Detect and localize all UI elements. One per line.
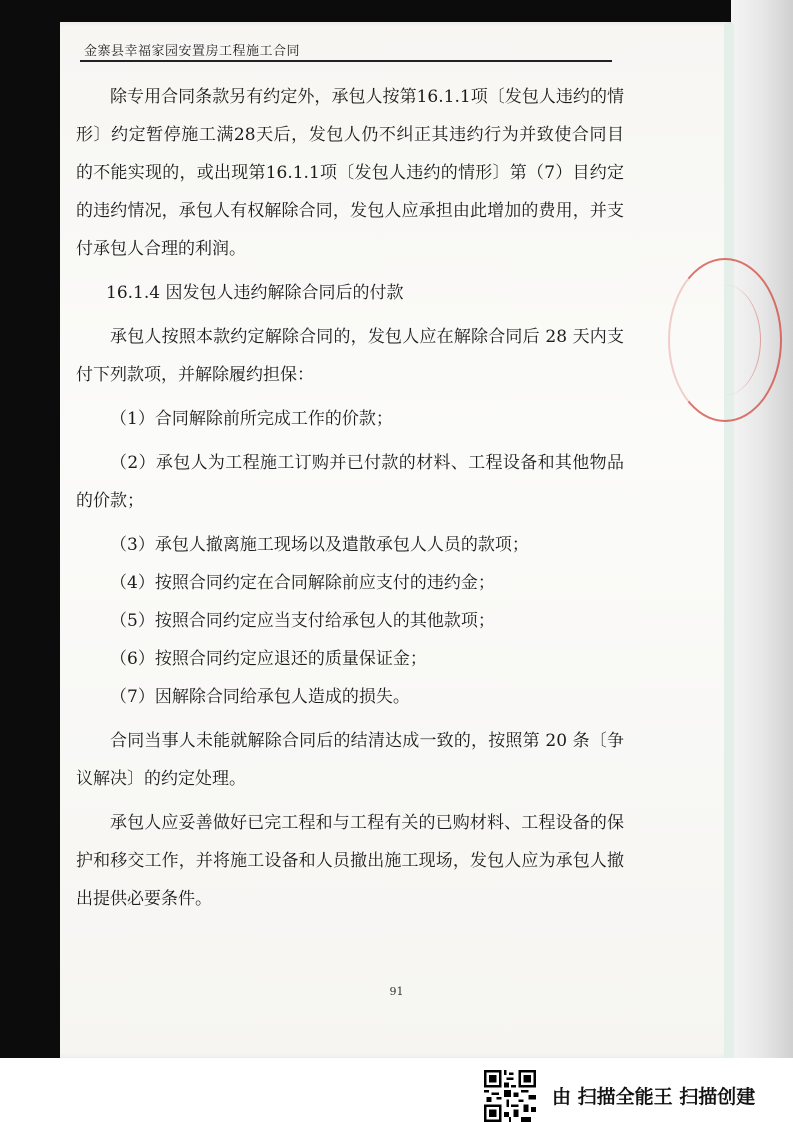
scanner-edge-left (0, 0, 60, 1058)
paragraph-dispute: 合同当事人未能就解除合同后的结清达成一致的，按照第 20 条〔争议解决〕的约定处理。 (76, 731, 624, 789)
list-item: （2）承包人为工程施工订购并已付款的材料、工程设备和其他物品的价款； (76, 453, 624, 511)
document-body (76, 78, 624, 918)
list-item: （1）合同解除前所完成工作的价款； (110, 409, 393, 429)
qr-code-icon (484, 1070, 536, 1122)
list-item: （5）按照合同约定应当支付给承包人的其他款项； (110, 611, 495, 631)
scanner-watermark-footer (484, 1070, 784, 1120)
paragraph-handover: 承包人应妥善做好已完工程和与工程有关的已购材料、工程设备的保护和移交工作，并将施工设备和人员撤出施工现场，发包人应为承包人撤出提供必要条件。 (76, 813, 624, 909)
list-item: （6）按照合同约定应退还的质量保证金； (110, 649, 427, 669)
page-binding-strip (724, 24, 734, 1058)
scanner-edge-top (0, 0, 793, 24)
section-heading: 16.1.4 因发包人违约解除合同后的付款 (106, 283, 404, 303)
paragraph-termination-conditions: 除专用合同条款另有约定外，承包人按第16.1.1项〔发包人违约的情形〕约定暂停施工满28天后，发包人仍不纠正其违约行为并致使合同目的不能实现的，或出现第16.1.1项〔发包人违约的情形〕第（7）目约定的违约情况，承包人有权解除合同，发包人应承担由此增加的费用，并支付承包人合理的利润。 (76, 87, 624, 259)
scanner-watermark-text: 由 扫描全能王 扫描创建 (552, 1086, 756, 1108)
page-header-title: 金寨县幸福家园安置房工程施工合同 (84, 44, 301, 59)
list-item: （7）因解除合同给承包人造成的损失。 (110, 687, 410, 707)
red-seal-stamp-inner (690, 285, 761, 395)
header-rule (80, 60, 612, 62)
page-number: 91 (389, 985, 404, 998)
list-item: （3）承包人撤离施工现场以及遣散承包人人员的款项； (110, 535, 529, 555)
paragraph-payment-intro: 承包人按照本款约定解除合同的，发包人应在解除合同后 28 天内支付下列款项，并解除履约担保： (76, 327, 624, 385)
scanner-edge-right (731, 0, 793, 1058)
list-item: （4）按照合同约定在合同解除前应支付的违约金； (110, 573, 495, 593)
